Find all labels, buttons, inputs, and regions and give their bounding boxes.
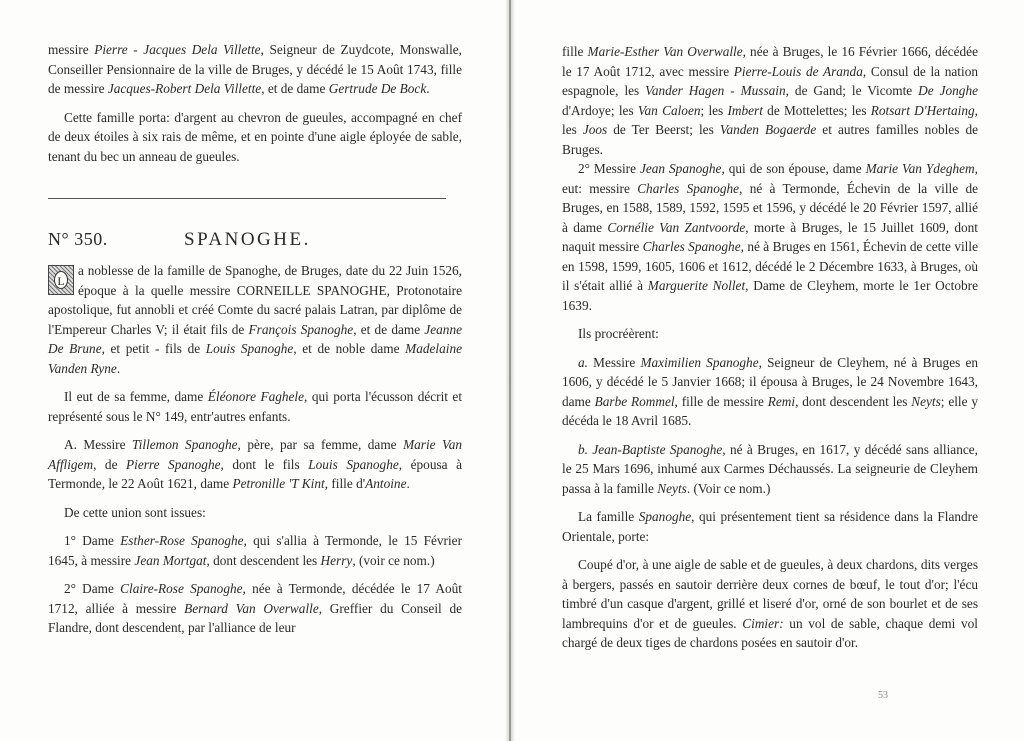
italic-name: Marguerite Nollet (647, 278, 746, 293)
section-divider (48, 198, 446, 199)
italic-name: Marie Van Ydeghem (865, 161, 975, 176)
italic-name: Jacques-Robert Dela Villette (107, 81, 262, 96)
italic-name: François Spanoghe (248, 321, 354, 337)
italic-name: Maximilien Spanoghe (640, 354, 759, 370)
italic-name: Joos (582, 122, 608, 137)
italic-name: Barbe Rommel (594, 393, 675, 409)
entry-heading (48, 229, 462, 255)
italic-name: Antoine (365, 476, 407, 491)
italic-name: Neyts (911, 393, 941, 409)
italic-name: Charles Spanoghe (637, 180, 740, 196)
italic-name: Jean-Baptiste Spanoghe (592, 441, 723, 457)
italic-name: Imbert (727, 102, 763, 118)
italic-name: Charles Spanoghe (642, 239, 741, 254)
italic-name: Éléonore Faghele (207, 389, 305, 404)
paragraph: Il eut de sa femme, dame Éléonore Faghele, qui porta l'écusson décrit et représenté sous le N° 149, entr'autres enfants. (48, 389, 463, 424)
entry-number: N° 350. (48, 229, 108, 249)
entry-title: SPANOGHE. (184, 229, 311, 250)
paragraph: 2° Messire Jean Spanoghe, qui de son épouse, dame Marie Van Ydeghem, eut: messire Charles Spanoghe, né à Termonde, Échevin de la ville de Bruges, en 1588, 1589, 1592, 1595 et 1596, y décédé le 20 Février 1597, allié à dame Cornélie Van Zantvoorde, morte à Bruges, le 15 Juillet 1609, dont naquit messire Charles Spanoghe, né à Bruges en 1561, Échevin de cette ville en 1598, 1599, 1605, 1606 et 1612, décédé le 2 Décembre 1633, à Bruges, où il s'était allié à Marguerite Nollet, Dame de Cleyhem, morte le 1er Octobre 1639. (562, 161, 978, 313)
italic-name: Pierre-Louis de Aranda (733, 63, 863, 79)
italic-name: Cimier: (742, 615, 784, 631)
italic-name: Rotsart D'Hertaing (870, 102, 975, 118)
italic-name: De Jonghe (918, 83, 978, 98)
italic-name: Jean Spanoghe (639, 161, 722, 176)
paragraph: messire Pierre - Jacques Dela Villette, Seigneur de Zuydcote, Monswalle, Conseiller Pensionnaire de la ville de Bruges, y décédé le 15 Août 1743, fille de messire Jacques-Robert Dela Villette, et de dame Gertrude De Bock. (48, 42, 463, 96)
italic-name: Louis Spanoghe (205, 341, 294, 356)
paragraph: Ils procréèrent: (578, 326, 659, 341)
italic-name: Bernard Van Overwalle (184, 600, 319, 616)
drop-cap-letter: L (54, 271, 68, 289)
italic-name: Marie Van Affligem (48, 437, 462, 472)
italic-name: Marie-Esther Van Overwalle (587, 44, 743, 59)
italic-name: Jeanne De Brune (48, 321, 462, 356)
italic-name: Remi (767, 393, 796, 409)
paragraph: a. Messire Maximilien Spanoghe, Seigneur de Cleyhem, né à Bruges en 1606, y décédé le 5 Janvier 1668; il épousa à Bruges, le 24 Novembre 1643, dame Barbe Rommel, fille de messire Remi, dont descendent les Neyts; elle y décéda le 18 Avril 1685. (562, 354, 978, 428)
paragraph: De cette union sont issues: (64, 504, 206, 520)
italic-name: Tillemon Spanoghe (132, 437, 238, 452)
italic-name: b. (578, 441, 588, 457)
paragraph: 1° Dame Esther-Rose Spanoghe, qui s'allia à Termonde, le 15 Février 1645, à messire Jean Mortgat, dont descendent les Herry, (voir ce nom.) (48, 533, 462, 568)
italic-name: Jean Mortgat (134, 552, 207, 568)
italic-name: Pierre - Jacques Dela Villette (94, 42, 261, 57)
paragraph: A. Messire Tillemon Spanoghe, père, par sa femme, dame Marie Van Affligem, de Pierre Spanoghe, dont le fils Louis Spanoghe, épousa à Termonde, le 22 Août 1621, dame Petronille 'T Kint, fille d'Antoine. (48, 437, 462, 491)
italic-name: Vanden Bogaerde (719, 122, 817, 137)
paragraph: La famille Spanoghe, qui présentement tient sa résidence dans la Flandre Orientale, porte: (562, 509, 978, 544)
italic-name: Petronille 'T Kint (232, 476, 325, 491)
italic-name: Esther-Rose Spanoghe (120, 533, 244, 548)
italic-name: Van Caloen (637, 102, 701, 118)
italic-name: Gertrude De Bock (328, 81, 427, 96)
right-page (510, 0, 1024, 741)
drop-cap-ornament (48, 265, 74, 295)
italic-name: Madelaine Vanden Ryne (48, 341, 463, 376)
paragraph: 2° Dame Claire-Rose Spanoghe, née à Termonde, décédée le 17 Août 1712, alliée à messire Bernard Van Overwalle, Greffier du Conseil de Flandre, dont descendent, par l'alliance de leur (48, 581, 462, 635)
italic-name: Spanoghe (638, 509, 692, 524)
paragraph: Coupé d'or, à une aigle de sable et de gueules, à deux chardons, dits verges à bergers, passés en sautoir derrière deux cornes de bœuf, le tout d'or; l'écu timbré d'un casque d'argent, grillé et liseré d'or, orné de son bourlet et de ses lambrequins d'or et de gueules. Cimier: un vol de sable, chaque demi vol chargé de deux tiges de chardons posées en sautoir d'or. (562, 557, 979, 650)
paragraph: Cette famille porta: d'argent au chevron de gueules, accompagné en chef de deux étoiles à six rais de même, et en pointe d'une aigle éployée de sable, tenant du bec un anneau de gueules. (48, 109, 462, 164)
italic-name: Claire-Rose Spanoghe (120, 581, 243, 596)
italic-name: Cornélie Van Zantvoorde (607, 219, 746, 235)
italic-name: Herry (320, 552, 353, 568)
page-number: 53 (878, 690, 888, 701)
italic-name: a. (578, 354, 588, 370)
italic-name: Neyts (657, 480, 687, 496)
italic-name: Louis Spanoghe (308, 456, 399, 472)
paragraph: b. Jean-Baptiste Spanoghe, né à Bruges, en 1617, y décédé sans alliance, le 25 Mars 1696, inhumé aux Carmes Déchaussés. La seigneurie de Cleyhem passa à la famille Neyts. (Voir ce nom.) (562, 441, 978, 496)
paragraph: fille Marie-Esther Van Overwalle, née à Bruges, le 16 Février 1666, décédée le 17 Août 1712, avec messire Pierre-Louis de Aranda, Consul de la nation espagnole, les Vander Hagen - Mussain, de Gand; le Vicomte De Jonghe d'Ardoye; les Van Caloen; les Imbert de Mottelettes; les Rotsart D'Hertaing, les Joos de Ter Beerst; les Vanden Bogaerde et autres familles nobles de Bruges. (562, 44, 978, 157)
left-page (0, 0, 510, 741)
italic-name: Pierre Spanoghe (126, 456, 221, 472)
paragraph-text: a noblesse de la famille de Spanoghe, de Bruges, date du 22 Juin 1526, époque à la quelle messire CORNEILLE SPANOGHE, Protonotaire apostolique, fut annobli et créé Comte du sacré palais Latran, par diplôme de l'Empereur Charles V; il était fils de François Spanoghe, et de dame Jeanne De Brune, et petit - fils de Louis Spanoghe, et de noble dame Madelaine Vanden Ryne. (48, 263, 463, 376)
paragraph-dropcap (48, 261, 462, 378)
italic-name: Vander Hagen - Mussain (645, 83, 786, 98)
